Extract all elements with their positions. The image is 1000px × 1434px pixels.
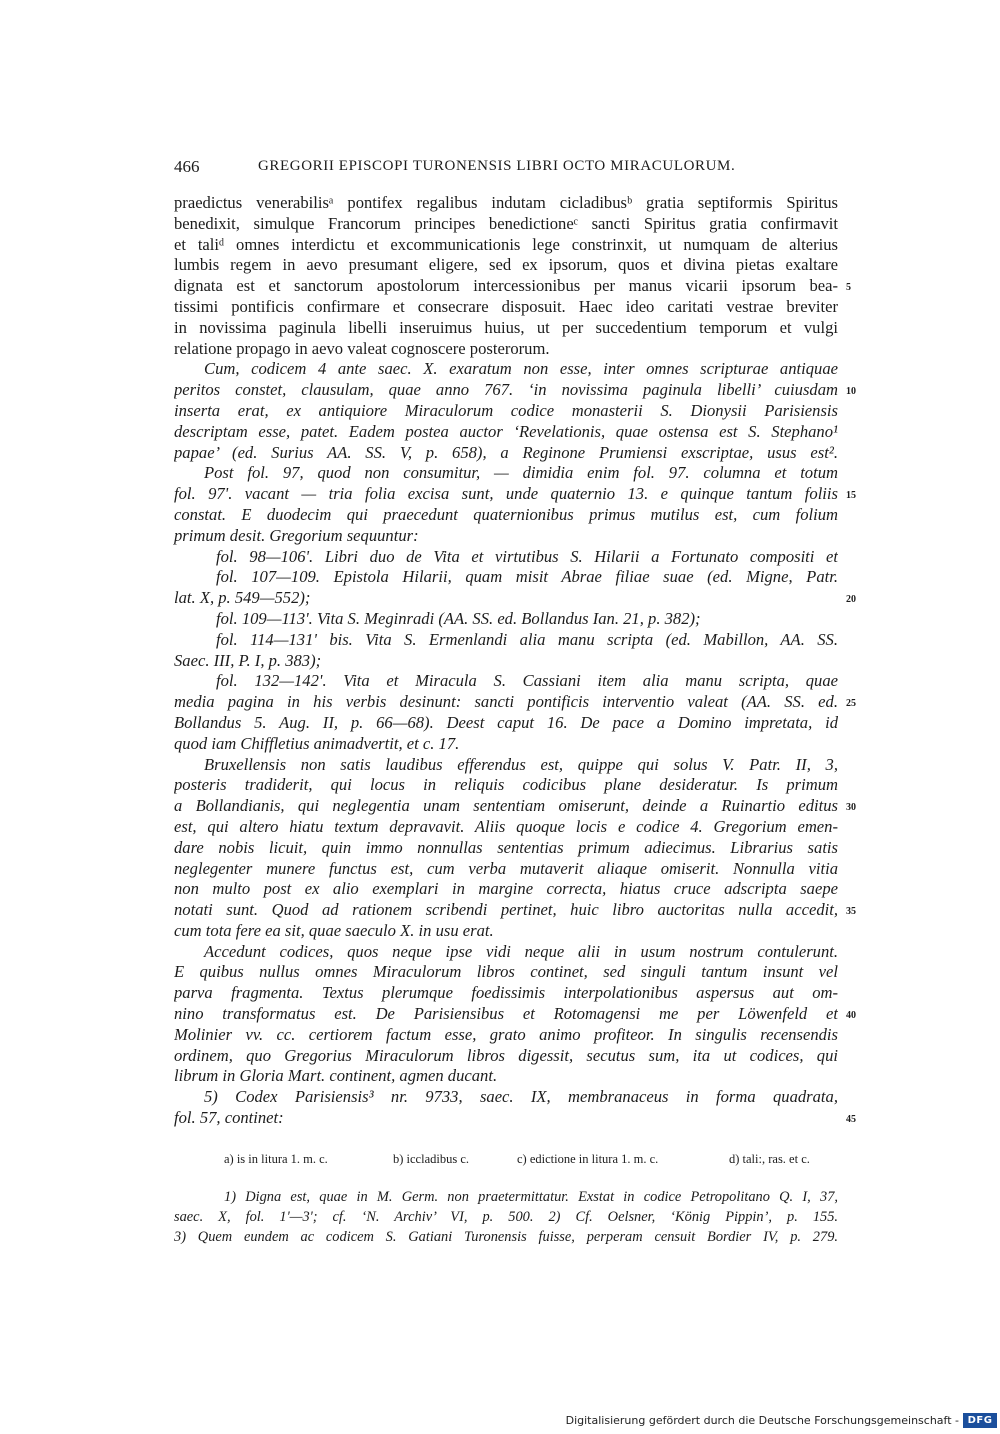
text-line: descriptam esse, patet. Eadem postea auctor ‘Revelationis, quae ostensa est S. Stephano¹	[174, 421, 838, 441]
text-line: media pagina in his verbis desinunt: sancti pontificis interventio valeat (AA. SS. ed. 25	[174, 692, 838, 713]
text-line: fol. 97'. vacant — tria folia excisa sunt, unde quaternio 13. e quinque tantum foliis 15	[174, 484, 838, 505]
page-header	[174, 157, 838, 179]
text-line: Post fol. 97, quod non consumitur, — dimidia enim fol. 97. columna et totum	[204, 463, 838, 483]
footnote-line: 1) Digna est, quae in M. Germ. non praetermittatur. Exstat in codice Petropolitano Q. I, 37,	[224, 1189, 838, 1205]
line-number: 5	[846, 282, 851, 294]
line-number: 15	[846, 490, 856, 502]
footnotes	[174, 1187, 838, 1247]
text-line: est, qui altero hiatu textum depravavit. Aliis quoque locis e codice 4. Gregorium emen-	[174, 816, 838, 836]
text-line: peritos constet, clausulam, quae anno 767. ‘in novissima paginula libelli’ cuiusdam 10	[174, 380, 838, 401]
text-line: praedictus venerabilisᵃ pontifex regalibus indutam cicladibusᵇ gratia septiformis Spiritus	[174, 193, 838, 212]
text-line: Cum, codicem 4 ante saec. X. exaratum non esse, inter omnes scripturae antiquae	[204, 359, 838, 379]
text-line: cum tota fere ea sit, quae saeculo X. in usu erat.	[174, 920, 494, 940]
text-line: Molinier vv. cc. certiorem factum esse, grato animo profiteor. In singulis recensendis	[174, 1024, 838, 1044]
digitization-footer	[565, 1413, 997, 1429]
apparatus-note-a: a) is in litura 1. m. c.	[224, 1152, 328, 1166]
line-number: 35	[846, 906, 856, 918]
text-line: fol. 114—131' bis. Vita S. Ermenlandi alia manu scripta (ed. Mabillon, AA. SS.	[216, 629, 838, 649]
text-line: papae’ (ed. Surius AA. SS. V, p. 658), a Reginone Prumiensi exscriptae, usus est².	[174, 442, 838, 462]
text-line: 5) Codex Parisiensis³ nr. 9733, saec. IX, membranaceus in forma quadrata,	[204, 1087, 838, 1107]
line-number: 40	[846, 1010, 856, 1022]
text-line: non multo post ex alio exemplari in margine correcta, hiatus cruce adscripta saepe	[174, 879, 838, 899]
text-line: ordinem, quo Gregorius Miraculorum libros digessit, secutus sum, ita ut codices, qui	[174, 1045, 838, 1065]
funding-notice: Digitalisierung gefördert durch die Deutsche Forschungsgemeinschaft -	[565, 1414, 959, 1427]
text-line: notati sunt. Quod ad rationem scribendi pertinet, huic libro auctoritas nulla accedit, 35	[174, 900, 838, 921]
apparatus-note-d: d) tali:, ras. et c.	[729, 1152, 810, 1166]
text-line: Bruxellensis non satis laudibus efferendus est, quippe qui solus V. Patr. II, 3,	[204, 754, 838, 774]
footnote-line: saec. X, fol. 1'—3'; cf. ‘N. Archiv’ VI, p. 500. 2) Cf. Oelsner, ‘König Pippin’, p. 155.	[174, 1209, 838, 1225]
text-line: lat. X, p. 549—552); 20	[174, 588, 838, 609]
text-line: neglegenter munere functus est, cum verba mutaverit aliaque omiserit. Nonnulla vitia	[174, 858, 838, 878]
text-line: lumbis regem in aevo presumant eligere, sed ex ipsorum, quos et divina pietas exaltare	[174, 255, 838, 275]
apparatus-note-c: c) edictione in litura 1. m. c.	[517, 1152, 659, 1166]
text-line: parva fragmenta. Textus plerumque foedissimis interpolationibus aspersus aut om-	[174, 983, 838, 1003]
text-line: posteris tradiderit, qui locus in reliquis codicibus plane desideratur. Is primum	[174, 775, 838, 795]
text-line: fol. 109—113'. Vita S. Meginradi (AA. SS. ed. Bollandus Ian. 21, p. 382);	[216, 608, 701, 628]
text-line: fol. 57, continet: 45	[174, 1108, 838, 1129]
page-number: 466	[174, 157, 200, 176]
text-line: Saec. III, P. I, p. 383);	[174, 650, 322, 670]
footnote-line: 3) Quem eundem ac codicem S. Gatiani Turonensis fuisse, perperam censuit Bordier IV, p. 279.	[174, 1229, 838, 1245]
text-line: a Bollandianis, qui neglegentia unam sententiam omiserunt, deinde a Ruinartio editus 30	[174, 796, 838, 817]
line-number: 30	[846, 802, 856, 814]
line-number: 25	[846, 698, 856, 710]
text-line: primum desit. Gregorium sequuntur:	[174, 525, 419, 545]
text-line: fol. 107—109. Epistola Hilarii, quam misit Abrae filiae suae (ed. Migne, Patr.	[216, 567, 838, 587]
text-line: dare nobis licuit, quin immo nonnullas sententias primum adiecimus. Librarius satis	[174, 837, 838, 857]
line-number: 45	[846, 1114, 856, 1126]
text-line: dignata est et sanctorum apostolorum intercessionibus per manus vicarii ipsorum bea- 5	[174, 276, 838, 297]
text-line: benedixit, simulque Francorum principes benedictioneᶜ sancti Spiritus gratia confirmavit	[174, 213, 838, 233]
text-line: nino transformatus est. De Parisiensibus et Rotomagensi me per Löwenfeld et 40	[174, 1004, 838, 1025]
text-line: librum in Gloria Mart. continent, agmen ducant.	[174, 1066, 498, 1086]
text-line: Bollandus 5. Aug. II, p. 66—68). Deest caput 16. De pace a Domino impretata, id	[174, 712, 838, 732]
main-text	[174, 193, 856, 1129]
text-line: tissimi pontificis confirmare et consecrare disposuit. Haec ideo caritati vestrae breviter	[174, 296, 838, 316]
text-line: fol. 98—106'. Libri duo de Vita et virtutibus S. Hilarii a Fortunato compositi et	[216, 546, 838, 566]
text-line: constat. E duodecim qui praecedunt quaternionibus primus mutilus est, cum folium	[174, 504, 838, 524]
text-line: Accedunt codices, quos neque ipse vidi neque alii in usum nostrum contulerunt.	[204, 941, 838, 961]
text-line: E quibus nullus omnes Miraculorum libros continet, sed singuli tantum insunt vel	[174, 962, 838, 982]
text-line: quod iam Chiffletius animadvertit, et c. 17.	[174, 733, 460, 753]
dfg-logo-icon: DFG	[963, 1413, 997, 1428]
line-number: 20	[846, 594, 856, 606]
line-number: 10	[846, 386, 856, 398]
text-line: inserta erat, ex antiquiore Miraculorum codice monasterii S. Dionysii Parisiensis	[174, 400, 838, 420]
text-line: in novissima paginula libelli inseruimus huius, ut per succedentium temporum et vulgi	[174, 317, 838, 337]
text-line: fol. 132—142'. Vita et Miracula S. Cassiani item alia manu scripta, quae	[216, 671, 838, 691]
apparatus-note-b: b) iccladibus c.	[393, 1152, 470, 1166]
text-line: relatione propago in aevo valeat cognoscere posterorum.	[174, 338, 550, 358]
text-line: et taliᵈ omnes interdictu et excommunicationis lege constrinxit, ut numquam de alterius	[174, 234, 838, 254]
running-title: GREGORII EPISCOPI TURONENSIS LIBRI OCTO MIRACULORUM.	[258, 158, 736, 174]
